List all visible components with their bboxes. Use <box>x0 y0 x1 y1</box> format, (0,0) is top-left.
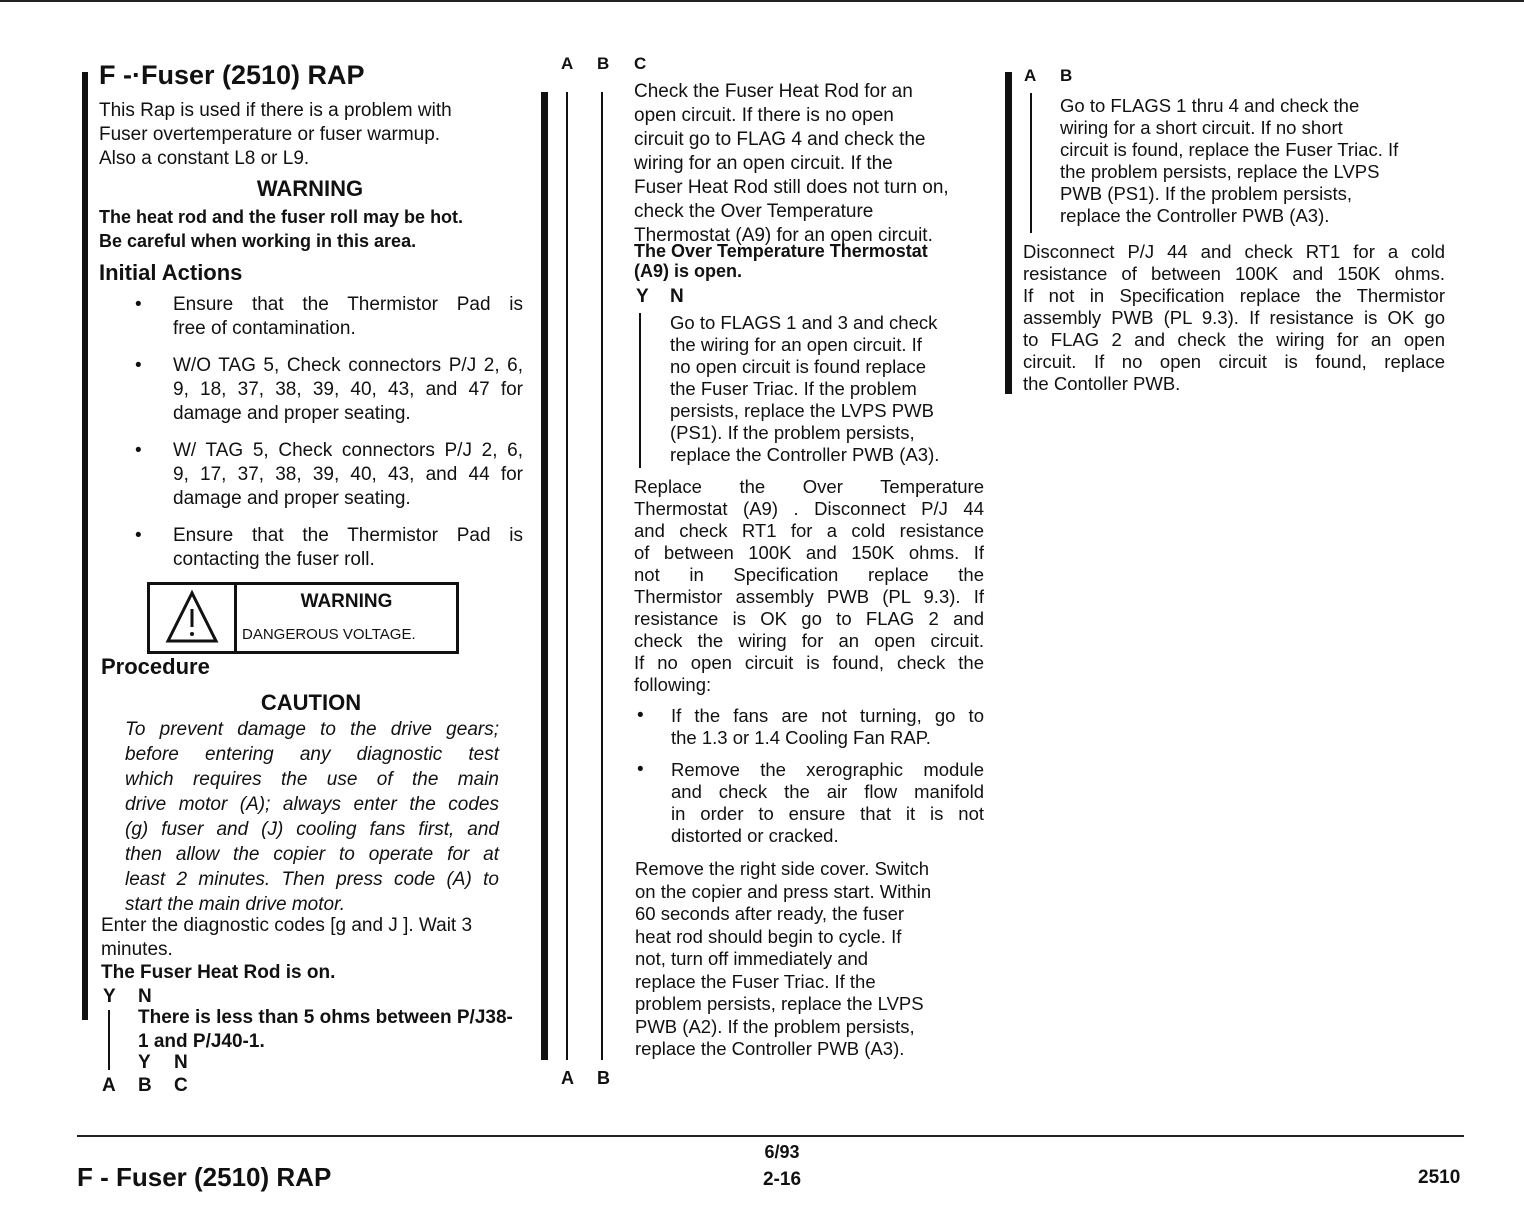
warning-line: The heat rod and the fuser roll may be hot. <box>99 207 464 227</box>
list-line: damage and proper seating. <box>173 403 411 424</box>
list-line: distorted or cracked. <box>671 825 839 846</box>
replace-line: following: <box>634 674 712 695</box>
top-rule <box>0 0 1524 2</box>
remove-cover-line: not, turn off immediately and <box>635 948 869 969</box>
disconnect-line: to FLAG 2 and check the wiring for an open <box>1023 329 1445 350</box>
list-line: W/ TAG 5, Check connectors P/J 2, 6, <box>173 440 523 461</box>
replace-line: If no open circuit is found, check the <box>634 652 984 673</box>
thermostat-open-line: (A9) is open. <box>634 261 743 281</box>
flow-label-a: A <box>561 54 574 73</box>
caution-line: To prevent damage to the drive gears; <box>125 719 499 740</box>
check-rod-line: open circuit. If there is no open <box>634 105 894 126</box>
bullet-icon: • <box>637 705 644 726</box>
less-ohms-text <box>138 1006 513 1054</box>
initial-actions-heading: Initial Actions <box>99 260 243 285</box>
flags14-line: Go to FLAGS 1 thru 4 and check the <box>1060 95 1360 116</box>
list-line: in order to ensure that it is not <box>671 803 984 824</box>
replace-thermostat-text <box>634 476 984 696</box>
no-label: N <box>138 986 152 1007</box>
rod-on-question: The Fuser Heat Rod is on. <box>101 962 336 983</box>
list-line: damage and proper seating. <box>173 488 411 509</box>
flags13-line: (PS1). If the problem persists, <box>670 422 915 443</box>
box-warning-text: DANGEROUS VOLTAGE. <box>242 626 416 643</box>
remove-cover-line: replace the Fuser Triac. If the <box>635 970 876 992</box>
list-line: W/O TAG 5, Check connectors P/J 2, 6, <box>173 355 523 376</box>
flow-label-b: B <box>1060 66 1073 85</box>
flags13-line: persists, replace the LVPS PWB <box>670 400 934 421</box>
check-rod-line: Check the Fuser Heat Rod for an <box>634 81 913 102</box>
flow-line-a <box>1030 93 1032 233</box>
check-rod-line: Fuser Heat Rod still does not turn on, <box>634 177 949 198</box>
caution-line: least 2 minutes. Then press code (A) to <box>125 869 499 890</box>
flags13-line: the wiring for an open circuit. If <box>670 334 922 355</box>
flow-label-a: A <box>561 1068 574 1088</box>
bullet-icon: • <box>135 440 142 461</box>
flow-label-a: A <box>102 1075 116 1096</box>
check-rod-line: circuit go to FLAG 4 and check the <box>634 129 926 150</box>
bullet-icon: • <box>135 355 142 376</box>
footer-rule <box>77 1135 1464 1137</box>
change-bar <box>541 92 548 1060</box>
check-rod-line: check the Over Temperature <box>634 201 874 222</box>
caution-line: which requires the use of the main <box>125 769 499 790</box>
flags13-line: no open circuit is found replace <box>670 356 927 377</box>
flow-line-b <box>601 92 603 1060</box>
flags14-line: the problem persists, replace the LVPS <box>1060 161 1380 182</box>
remove-cover-line: heat rod should begin to cycle. If <box>635 925 902 947</box>
flow-label-b: B <box>597 1068 610 1088</box>
list-line: 9, 17, 37, 38, 39, 40, 43, and 44 for <box>173 464 523 485</box>
replace-line: and check RT1 for a cold resistance <box>634 520 984 541</box>
list-line: Ensure that the Thermistor Pad is <box>173 294 523 315</box>
thermostat-open-question <box>634 241 928 281</box>
flags14-line: replace the Controller PWB (A3). <box>1060 205 1330 226</box>
remove-cover-line: replace the Controller PWB (A3). <box>635 1038 905 1059</box>
flags13-text <box>670 312 939 466</box>
list-item <box>637 759 984 847</box>
yes-label: Y <box>103 986 116 1007</box>
intro-text <box>99 99 452 171</box>
replace-line: not in Specification replace the <box>634 564 984 585</box>
list-line: 9, 18, 37, 38, 39, 40, 43, and 47 for <box>173 379 523 400</box>
disconnect-line: assembly PWB (PL 9.3). If resistance is OK go <box>1023 307 1445 328</box>
list-item <box>135 293 523 341</box>
page-number: 2-16 <box>762 1169 802 1190</box>
intro-line: This Rap is used if there is a problem with <box>99 100 452 121</box>
warning-title: WARNING <box>256 176 364 201</box>
flow-label-b: B <box>597 54 610 73</box>
remove-cover-line: Remove the right side cover. Switch <box>635 858 930 879</box>
disconnect-line: resistance of between 100K and 150K ohms. <box>1023 263 1445 284</box>
yes-label: Y <box>138 1052 151 1073</box>
bullet-icon: • <box>135 525 142 546</box>
replace-line: of between 100K and 150K ohms. If <box>634 542 984 563</box>
check-rod-line: Thermostat (A9) for an open circuit. <box>634 225 933 246</box>
yes-branch-line <box>108 1010 110 1070</box>
list-line: free of contamination. <box>173 318 356 339</box>
footer-code: 2510 <box>1418 1167 1461 1188</box>
check-rod-line: wiring for an open circuit. If the <box>634 153 893 174</box>
list-line: Remove the xerographic module <box>671 759 984 780</box>
list-line: Ensure that the Thermistor Pad is <box>173 525 523 546</box>
intro-line: Fuser overtemperature or fuser warmup. <box>99 124 441 145</box>
change-bar <box>82 72 88 1020</box>
intro-line: Also a constant L8 or L9. <box>99 148 310 169</box>
flow-label-c: C <box>174 1075 188 1096</box>
yes-branch-line <box>639 313 641 468</box>
disconnect-text <box>1023 241 1445 395</box>
voltage-warning-box <box>147 582 459 654</box>
flags13-line: replace the Controller PWB (A3). <box>670 444 940 465</box>
disconnect-line: circuit. If no open circuit is found, replace <box>1023 351 1445 372</box>
caution-line: then allow the copier to operate for at <box>125 844 499 865</box>
replace-line: Thermostat (A9) . Disconnect P/J 44 <box>634 498 984 519</box>
flow-line-a <box>566 92 568 1060</box>
no-label: N <box>670 286 684 307</box>
caution-line: (g) fuser and (J) cooling fans first, and <box>125 819 499 840</box>
caution-text <box>125 717 499 917</box>
list-item <box>135 354 523 426</box>
warning-text <box>99 205 463 253</box>
list-line: the 1.3 or 1.4 Cooling Fan RAP. <box>671 727 931 748</box>
replace-line: check the wiring for an open circuit. <box>634 630 984 651</box>
remove-cover-line: on the copier and press start. Within <box>635 880 932 902</box>
flags14-line: wiring for a short circuit. If no short <box>1060 117 1343 138</box>
flow-label-c: C <box>634 54 647 73</box>
enter-codes-text <box>101 914 472 962</box>
caution-title: CAUTION <box>260 690 362 715</box>
no-label: N <box>174 1052 188 1073</box>
less-ohms-line: 1 and P/J40-1. <box>138 1031 265 1052</box>
list-item <box>637 705 984 749</box>
flags14-line: circuit is found, replace the Fuser Triac. If <box>1060 139 1399 160</box>
flags14-text <box>1060 95 1398 227</box>
remove-cover-line: PWB (A2). If the problem persists, <box>635 1015 915 1037</box>
disconnect-line: Disconnect P/J 44 and check RT1 for a cold <box>1023 241 1445 262</box>
check-rod-text <box>634 80 949 248</box>
flags13-line: Go to FLAGS 1 and 3 and check <box>670 312 938 333</box>
box-warning-title: WARNING <box>300 591 393 612</box>
flags14-line: PWB (PS1). If the problem persists, <box>1060 183 1352 204</box>
replace-line: resistance is OK go to FLAG 2 and <box>634 608 984 629</box>
warning-line: Be careful when working in this area. <box>99 231 417 251</box>
enter-codes-line: Enter the diagnostic codes [g and J ]. Wait 3 <box>101 915 473 936</box>
less-ohms-line: There is less than 5 ohms between P/J38- <box>138 1007 513 1028</box>
warning-triangle-icon <box>150 585 237 651</box>
caution-line: before entering any diagnostic test <box>125 744 499 765</box>
bullet-icon: • <box>135 294 142 315</box>
flow-label-a: A <box>1024 66 1037 85</box>
flags13-line: the Fuser Triac. If the problem <box>670 378 917 399</box>
remove-cover-text <box>635 858 931 1061</box>
disconnect-line: the Contoller PWB. <box>1023 373 1181 394</box>
footer-title: F - Fuser (2510) RAP <box>77 1162 332 1192</box>
list-item <box>135 524 523 572</box>
change-bar <box>1005 72 1012 394</box>
flow-label-b: B <box>138 1075 152 1096</box>
remove-cover-line: 60 seconds after ready, the fuser <box>635 903 905 924</box>
remove-cover-line: problem persists, replace the LVPS <box>635 993 924 1014</box>
list-item <box>135 439 523 511</box>
list-line: and check the air flow manifold <box>671 781 984 802</box>
page-title: F -·Fuser (2510) RAP <box>99 60 365 90</box>
thermostat-open-line: The Over Temperature Thermostat <box>634 241 928 261</box>
procedure-heading: Procedure <box>101 654 210 679</box>
list-line: If the fans are not turning, go to <box>671 705 984 726</box>
footer-date: 6/93 <box>764 1142 800 1162</box>
bullet-icon: • <box>637 759 644 780</box>
replace-line: Replace the Over Temperature <box>634 476 984 497</box>
enter-codes-line: minutes. <box>101 939 173 960</box>
disconnect-line: If not in Specification replace the Thermistor <box>1023 285 1445 306</box>
yes-label: Y <box>636 286 649 307</box>
replace-line: Thermistor assembly PWB (PL 9.3). If <box>634 586 984 607</box>
list-line: contacting the fuser roll. <box>173 549 375 570</box>
caution-line: start the main drive motor. <box>125 894 345 915</box>
caution-line: drive motor (A); always enter the codes <box>125 794 499 815</box>
